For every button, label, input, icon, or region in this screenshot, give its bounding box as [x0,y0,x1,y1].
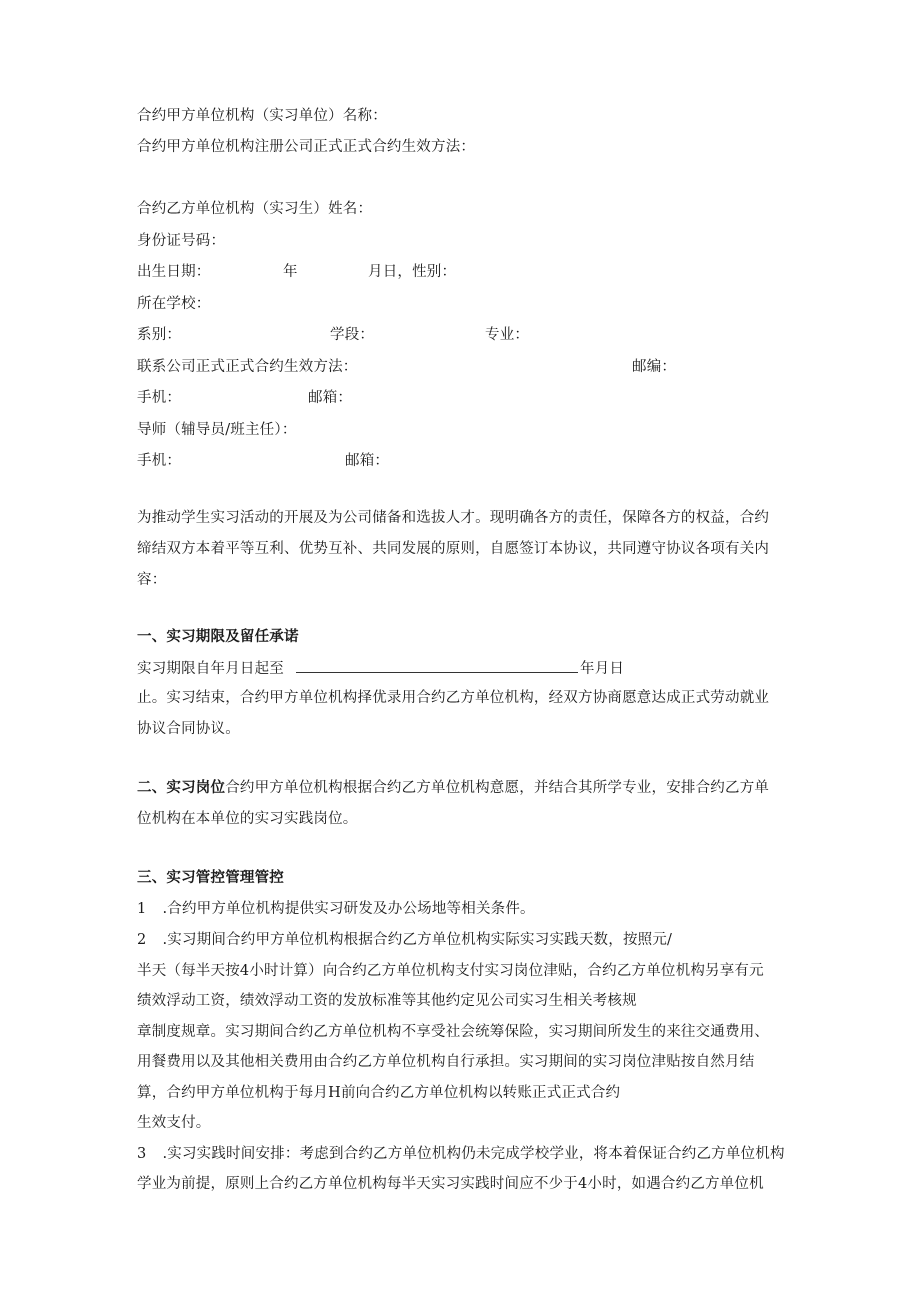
party-b-name-label: 合约乙方单位机构（实习生）姓名： [137,201,373,217]
section-2-line-1-text: 合约甲方单位机构根据合约乙方单位机构意愿，并结合其所学专业，安排合约乙方单 [225,780,770,796]
birth-year-label: 年 [283,264,298,280]
section-1-period-end: 年月日 [580,661,625,677]
item-1-number: 1 [137,901,147,917]
section-3-item-2-line-1 [137,930,672,950]
birth-month-day-gender-label: 月日，性别： [368,264,457,280]
item-2-text-line-1: .实习期间合约甲方单位机构根据合约乙方单位机构实际实习实践天数，按照元/ [162,932,673,948]
section-1-line-3: 协议合同协议。 [137,721,240,737]
section-3-item-2-line-3: 绩效浮动工资，绩效浮动工资的发放标准等其他约定见公司实习生相关考核规 [137,993,637,1009]
mobile-label-1: 手机： [137,390,182,406]
section-3-item-2-line-2: 半天（每半天按4小时计算）向合约乙方单位机构支付实习岗位津贴，合约乙方单位机构另享有元 [137,963,764,979]
item-3-text-line-1: .实习实践时间安排：考虑到合约乙方单位机构仍未完成学校学业，将本着保证合约乙方单位机构 [162,1146,785,1162]
item-1-text: .合约甲方单位机构提供实习研发及办公场地等相关条件。 [162,901,535,917]
item-3-number: 3 [137,1146,147,1162]
section-3-item-2-line-5: 用餐费用以及其他相关费用由合约乙方单位机构自行承担。实习期间的实习岗位津贴按自然月结 [137,1054,755,1070]
school-label: 所在学校： [137,296,211,312]
email-label-2: 邮箱： [345,453,390,469]
major-label: 专业： [485,327,530,343]
contact-method-label: 联系公司正式正式合约生效方法： [137,359,358,375]
section-2-line-1 [137,778,769,798]
section-3-heading: 三、实习管控管理管控 [137,870,284,886]
period-end-blank [296,658,578,673]
birth-date-label: 出生日期： [137,264,211,280]
section-1-heading: 一、实习期限及留任承诺 [137,629,299,645]
section-3-item-2-line-4: 章制度规章。实习期间合约乙方单位机构不享受社会统筹保险，实习期间所发生的来往交通费用、 [137,1024,770,1040]
id-number-label: 身份证号码： [137,233,226,249]
grade-label: 学段： [330,327,375,343]
mobile-label-2: 手机： [137,453,182,469]
department-label: 系别： [137,327,182,343]
section-1-line-1 [137,658,624,679]
section-2-line-2: 位机构在本单位的实习实践岗位。 [137,811,358,827]
section-1-line-2: 止。实习结束，合约甲方单位机构择优录用合约乙方单位机构，经双方协商愿意达成正式劳动就业 [137,690,770,706]
section-3-item-3-line-1 [137,1144,785,1164]
tutor-label: 导师（辅导员/班主任）： [137,422,297,438]
section-3-item-2-line-6: 算，合约甲方单位机构于每月H前向合约乙方单位机构以转账正式正式合约 [137,1085,621,1101]
item-2-number: 2 [137,932,147,948]
intro-line-1: 为推动学生实习活动的开展及为公司储备和选拔人才。现明确各方的责任，保障各方的权益，合约 [137,510,770,526]
intro-line-3: 容： [137,572,167,588]
section-2-heading: 二、实习岗位 [137,780,226,796]
section-3-item-3-line-2: 学业为前提，原则上合约乙方单位机构每半天实习实践时间应不少于4小时，如遇合约乙方单位机 [137,1176,764,1192]
party-a-name-label: 合约甲方单位机构（实习单位）名称： [137,108,387,124]
email-label-1: 邮箱： [308,390,353,406]
intro-line-2: 缔结双方本着平等互利、优势互补、共同发展的原则，自愿签订本协议，共同遵守协议各项有关内 [137,541,770,557]
postcode-label: 邮编： [632,359,677,375]
party-a-contact-label: 合约甲方单位机构注册公司正式正式合约生效方法： [137,139,476,155]
section-3-item-1 [137,899,535,919]
section-3-item-2-line-7: 生效支付。 [137,1115,211,1131]
section-1-period-start: 实习期限自年月日起至 [137,661,284,677]
